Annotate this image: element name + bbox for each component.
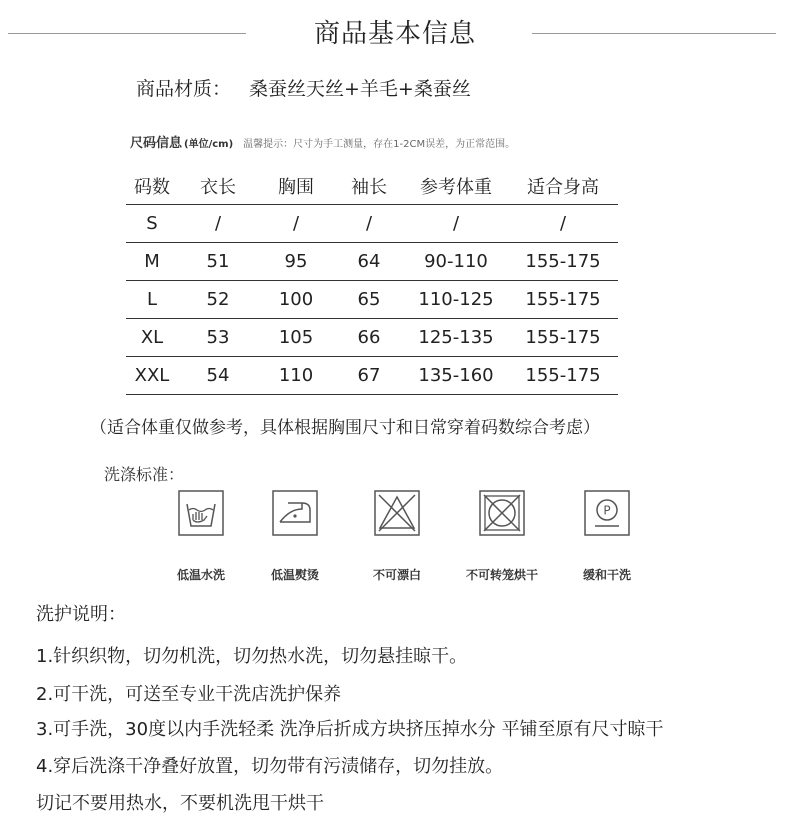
table-cell: 67 xyxy=(334,357,404,395)
header-divider-right xyxy=(532,33,776,34)
size-note: （适合体重仅做参考，具体根据胸围尺寸和日常穿着码数综合考虑） xyxy=(90,418,600,438)
material-info xyxy=(136,74,471,101)
table-cell: 54 xyxy=(178,357,258,395)
table-cell: 110-125 xyxy=(404,281,508,319)
column-header: 码数 xyxy=(126,167,178,205)
size-info-unit: (单位/cm) xyxy=(184,139,234,150)
table-row xyxy=(126,281,618,319)
table-cell: 155-175 xyxy=(508,319,618,357)
table-cell: 90-110 xyxy=(404,243,508,281)
table-cell: / xyxy=(334,205,404,243)
column-header: 衣长 xyxy=(178,167,258,205)
column-header: 胸围 xyxy=(258,167,334,205)
page-title: 商品基本信息 xyxy=(313,19,476,49)
table-cell: 125-135 xyxy=(404,319,508,357)
hand-wash-icon xyxy=(178,490,224,536)
iron-icon xyxy=(272,490,318,536)
table-cell: / xyxy=(404,205,508,243)
table-cell: 52 xyxy=(178,281,258,319)
table-row xyxy=(126,205,618,243)
care-icons xyxy=(0,490,790,590)
column-header: 参考体重 xyxy=(404,167,508,205)
care-line: 切记不要用热水，不要机洗甩干烘干 xyxy=(36,793,324,814)
care-line: 1.针织织物，切勿机洗，切勿热水洗，切勿悬挂晾干。 xyxy=(36,646,468,667)
table-cell: 155-175 xyxy=(508,281,618,319)
table-cell: L xyxy=(126,281,178,319)
care-label: 不可漂白 xyxy=(372,568,421,582)
care-item-iron xyxy=(240,490,350,583)
svg-text:P: P xyxy=(603,503,611,518)
no-tumble-dry-icon xyxy=(479,490,525,536)
care-line: 4.穿后洗涤干净叠好放置，切勿带有污渍储存，切勿挂放。 xyxy=(36,756,504,777)
table-row xyxy=(126,319,618,357)
table-cell: 155-175 xyxy=(508,357,618,395)
care-item-dry-clean xyxy=(552,490,662,583)
table-cell: / xyxy=(508,205,618,243)
size-table-header-row xyxy=(126,167,618,205)
table-row xyxy=(126,243,618,281)
table-cell: 95 xyxy=(258,243,334,281)
material-value: 桑蚕丝天丝+羊毛+桑蚕丝 xyxy=(249,78,471,100)
table-cell: 155-175 xyxy=(508,243,618,281)
care-label: 不可转笼烘干 xyxy=(465,568,538,582)
wash-title: 洗涤标准： xyxy=(104,465,185,484)
table-cell: 100 xyxy=(258,281,334,319)
table-cell: 64 xyxy=(334,243,404,281)
dry-clean-icon xyxy=(584,490,630,536)
table-cell: 110 xyxy=(258,357,334,395)
size-info-tip: 温馨提示：尺寸为手工测量，存在1-2CM误差，为正常范围。 xyxy=(243,139,516,150)
care-line: 3.可手洗，30度以内手洗轻柔 洗净后折成方块挤压掉水分 平铺至原有尺寸晾干 xyxy=(36,719,664,740)
section-header xyxy=(0,14,790,54)
table-cell: 65 xyxy=(334,281,404,319)
table-cell: / xyxy=(258,205,334,243)
care-label: 低温水洗 xyxy=(176,568,225,582)
table-cell: XXL xyxy=(126,357,178,395)
care-line: 2.可干洗，可送至专业干洗店洗护保养 xyxy=(36,684,342,705)
table-cell: 51 xyxy=(178,243,258,281)
table-row xyxy=(126,357,618,395)
care-item-no-bleach xyxy=(342,490,452,583)
table-cell: 135-160 xyxy=(404,357,508,395)
care-label: 低温熨烫 xyxy=(270,568,319,582)
care-item-no-tumble-dry xyxy=(447,490,557,583)
size-info-label: 尺码信息 xyxy=(130,136,183,151)
no-bleach-icon xyxy=(374,490,420,536)
size-table xyxy=(126,167,618,395)
material-label: 商品材质： xyxy=(136,78,232,100)
care-title: 洗护说明： xyxy=(36,604,126,625)
table-cell: / xyxy=(178,205,258,243)
table-cell: 53 xyxy=(178,319,258,357)
table-cell: M xyxy=(126,243,178,281)
column-header: 适合身高 xyxy=(508,167,618,205)
table-cell: XL xyxy=(126,319,178,357)
care-label: 缓和干洗 xyxy=(582,568,631,582)
table-cell: S xyxy=(126,205,178,243)
table-cell: 66 xyxy=(334,319,404,357)
size-info xyxy=(130,132,515,151)
column-header: 袖长 xyxy=(334,167,404,205)
table-cell: 105 xyxy=(258,319,334,357)
